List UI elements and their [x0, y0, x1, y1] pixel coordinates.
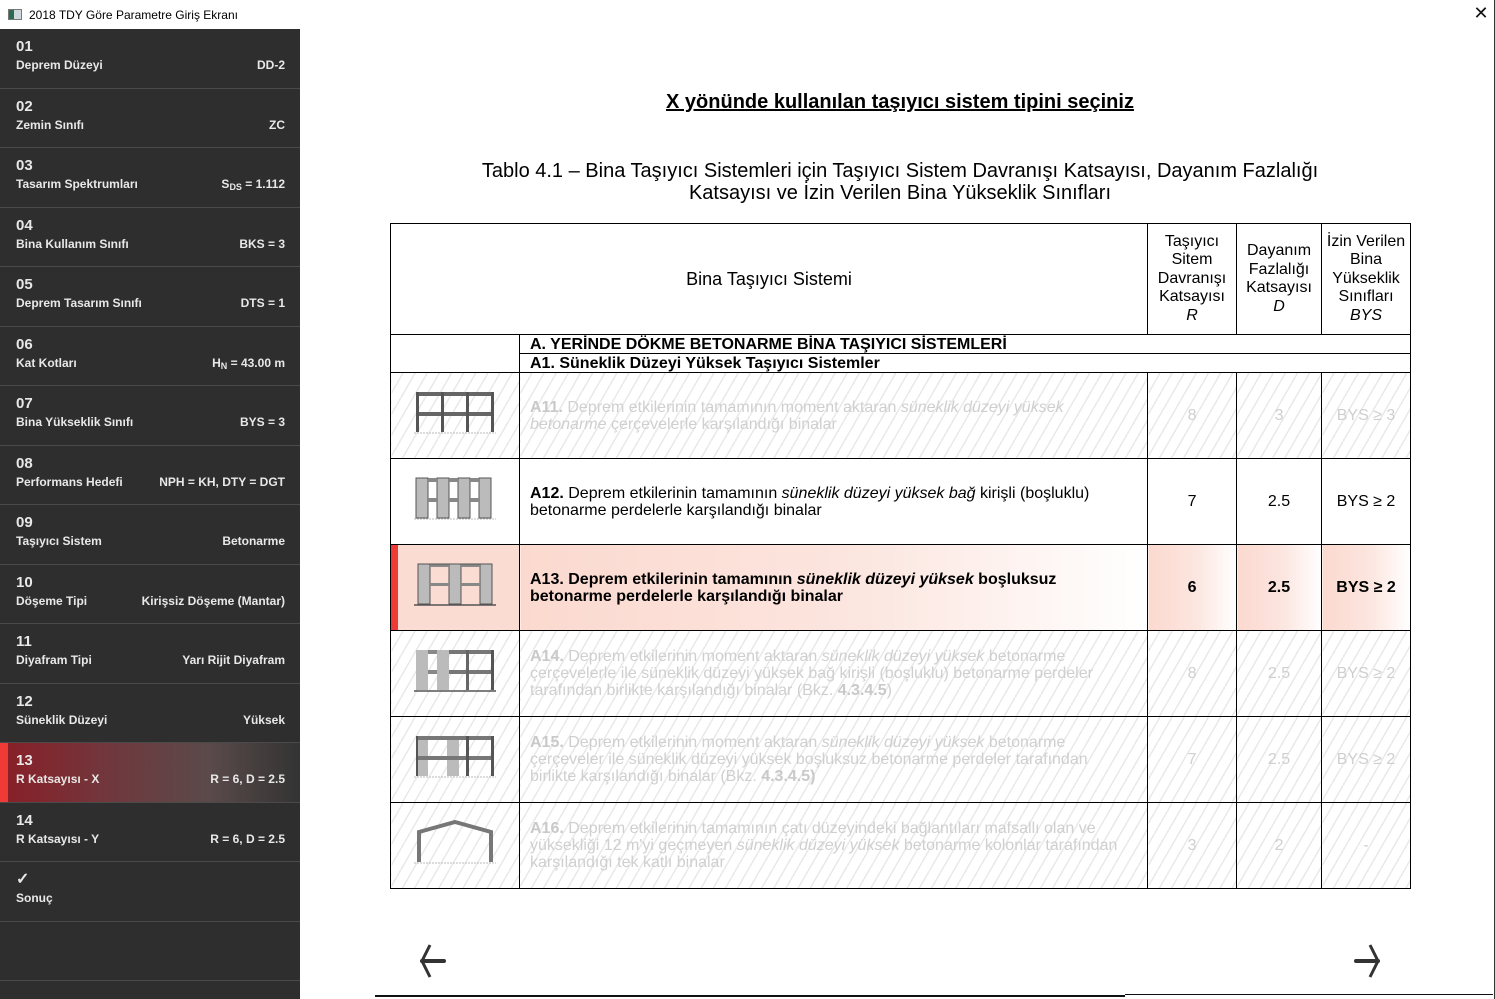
step-label: Deprem Düzeyi — [16, 58, 103, 72]
row-code: A16. — [530, 820, 564, 837]
row-text: Deprem etkilerinin tamamının çatı düzeyindeki bağlantıları mafsallı olan ve yüksekliği 12 m'yi geçmeyen — [530, 820, 1096, 854]
step-number: 04 — [16, 216, 33, 234]
table-header-row — [391, 224, 1411, 335]
step-sidebar — [0, 29, 300, 999]
row-d-value: 2 — [1237, 803, 1322, 889]
sidebar-step-07[interactable] — [0, 386, 300, 446]
page-heading: X yönünde kullanılan taşıyıcı sistem tipini seçiniz — [666, 91, 1134, 113]
header-r — [1148, 224, 1237, 335]
row-code: A12. — [530, 484, 564, 502]
row-d-value: 2.5 — [1237, 459, 1322, 545]
row-text: betonarme çerçevelerle ile süneklik düzeyi yüksek bağ kirişli (boşluklu) betonarme perdeler tarafından birlikte karşılandığı binalar (Bkz. — [530, 648, 1093, 699]
sidebar-step-14[interactable] — [0, 803, 300, 863]
subsection-title: A1. Süneklik Düzeyi Yüksek Taşıyıcı Sistemler — [520, 354, 1411, 373]
sidebar-step-13-active[interactable] — [0, 743, 300, 803]
step-number: 11 — [16, 633, 32, 650]
close-icon[interactable]: ✕ — [1473, 3, 1489, 23]
row-text: ) — [886, 682, 892, 699]
row-text-italic: süneklik düzeyi yüksek — [821, 648, 985, 665]
step-label: Bina Yükseklik Sınıfı — [16, 415, 134, 429]
frame-coupled-wall-icon — [414, 648, 496, 694]
step-value: DTS = 1 — [240, 296, 285, 310]
header-bys — [1322, 224, 1411, 335]
step-label: Kat Kotları — [16, 355, 77, 370]
step-value: DD-2 — [256, 58, 285, 72]
main-content — [300, 29, 1494, 999]
step-value: ZC — [269, 117, 285, 132]
single-storey-portal-icon — [414, 820, 496, 866]
step-number: 09 — [16, 514, 33, 531]
step-label: Tasarım Spektrumları — [16, 177, 138, 191]
subsection-row — [391, 354, 1411, 373]
next-button[interactable] — [1332, 941, 1382, 981]
row-text: kirişli (boşluklu) betonarme perdelerle karşılandığı binalar — [530, 484, 1090, 519]
section-blank — [391, 335, 520, 373]
row-code: A14. — [530, 648, 564, 665]
bottom-divider — [375, 995, 1125, 997]
row-d-value: 3 — [1237, 373, 1322, 459]
step-value — [212, 356, 285, 373]
table-row-a12[interactable] — [391, 459, 1411, 545]
row-image-cell — [391, 717, 520, 803]
step-value: BKS = 3 — [239, 236, 285, 251]
checkmark-icon: ✓ — [16, 871, 30, 888]
row-r-value: 3 — [1148, 803, 1237, 889]
table-caption — [400, 160, 1400, 204]
sidebar-step-09[interactable] — [0, 505, 300, 565]
step-label: Döşeme Tipi — [16, 593, 88, 608]
row-bys-value: - — [1322, 803, 1411, 889]
step-value — [221, 177, 285, 194]
title-bar — [0, 0, 1495, 29]
row-text: betonarme çerçeveler ile süneklik düzeyi yüksek boşluksuz betonarme perdeler tarafından birlikte karşılandığı binalar (Bkz. — [530, 734, 1088, 785]
row-reference: 4.3.4.5 — [837, 682, 887, 699]
row-description — [520, 717, 1148, 803]
value-number: = 1.112 — [241, 177, 285, 191]
row-r-value: 8 — [1148, 631, 1237, 717]
table-row-a13-selected[interactable] — [391, 545, 1411, 631]
step-label: Deprem Tasarım Sınıfı — [16, 296, 142, 310]
sidebar-step-03[interactable] — [0, 148, 300, 208]
sidebar-step-04[interactable] — [0, 208, 300, 268]
sidebar-step-05[interactable] — [0, 267, 300, 327]
step-label: Sonuç — [16, 891, 53, 905]
step-value: BYS = 3 — [239, 415, 285, 429]
row-text: Deprem etkilerinin moment aktaran — [563, 734, 822, 751]
header-r-label: Taşıyıcı Sitem Davranışı Katsayısı — [1157, 232, 1227, 306]
step-number: 12 — [16, 692, 33, 710]
row-text-italic: süneklik düzeyi yüksek betonarme — [530, 398, 1064, 433]
row-d-value: 2.5 — [1237, 717, 1322, 803]
row-text: Deprem etkilerinin tamamının — [563, 570, 797, 588]
window-title: 2018 TDY Göre Parametre Giriş Ekranı — [29, 7, 238, 22]
row-text: Deprem etkilerinin tamamının — [563, 484, 782, 502]
row-text-italic: süneklik düzeyi yüksek bağ — [781, 484, 976, 502]
sidebar-step-01[interactable] — [0, 29, 300, 89]
row-code: A13. — [530, 570, 564, 588]
step-value: Yarı Rijit Diyafram — [182, 653, 285, 667]
section-row — [391, 335, 1411, 354]
system-table — [390, 223, 1411, 889]
step-value: NPH = KH, DTY = DGT — [159, 474, 285, 489]
row-text-italic: süneklik düzeyi yüksek — [736, 837, 900, 854]
coupled-wall-icon — [414, 476, 496, 522]
row-image-cell — [391, 803, 520, 889]
row-text: çerçevelerle karşılandığı binalar — [606, 415, 837, 433]
caption-line-1: Tablo 4.1 – Bina Taşıyıcı Sistemleri için Taşıyıcı Sistem Davranışı Katsayısı, Dayanım Fazlalığı — [481, 160, 1319, 182]
step-label: Bina Kullanım Sınıfı — [16, 236, 129, 251]
row-r-value: 6 — [1148, 545, 1237, 631]
step-value: Betonarme — [222, 534, 285, 548]
step-value: Yüksek — [242, 712, 285, 727]
row-description — [520, 803, 1148, 889]
value-symbol: H — [212, 355, 221, 370]
row-bys-value: BYS ≥ 2 — [1322, 631, 1411, 717]
bottom-divider — [1125, 994, 1493, 995]
row-code: A15. — [530, 734, 564, 751]
row-bys-value: BYS ≥ 2 — [1322, 717, 1411, 803]
step-value: Kirişsiz Döşeme (Mantar) — [141, 593, 285, 608]
row-d-value: 2.5 — [1237, 631, 1322, 717]
row-text: betonarme kolonlar tarafından karşılandığı tek katlı binalar — [530, 837, 1118, 871]
value-subscript: DS — [229, 182, 242, 192]
step-value: R = 6, D = 2.5 — [210, 831, 285, 846]
row-r-value: 7 — [1148, 717, 1237, 803]
row-text-italic: süneklik düzeyi yüksek — [796, 570, 974, 588]
row-description — [520, 545, 1148, 631]
step-label: Performans Hedefi — [16, 474, 123, 489]
step-number: 10 — [16, 573, 33, 591]
row-code: A11. — [530, 398, 563, 416]
step-number: 08 — [16, 454, 33, 472]
row-bys-value: BYS ≥ 2 — [1322, 545, 1411, 631]
row-reference: 4.3.4.5) — [761, 768, 816, 785]
header-system: Bina Taşıyıcı Sistemi — [391, 224, 1148, 335]
row-description — [520, 459, 1148, 545]
header-d — [1237, 224, 1322, 335]
step-number: 06 — [16, 335, 33, 353]
previous-button[interactable] — [418, 941, 468, 981]
row-image-cell — [391, 373, 520, 459]
step-number: 13 — [16, 752, 33, 769]
row-text-italic: süneklik düzeyi yüksek — [821, 734, 985, 751]
row-image-cell — [391, 459, 520, 545]
row-r-value: 7 — [1148, 459, 1237, 545]
table-row-a14 — [391, 631, 1411, 717]
sidebar-step-result[interactable] — [0, 862, 300, 922]
sidebar-step-12[interactable] — [0, 684, 300, 744]
solid-wall-icon — [414, 562, 496, 608]
sidebar-step-02[interactable] — [0, 89, 300, 149]
step-number: 03 — [16, 157, 33, 174]
arrow-left-icon — [418, 941, 468, 981]
step-label: R Katsayısı - Y — [16, 831, 100, 846]
row-text: boşluksuz betonarme perdelerle karşılandığı binalar — [530, 570, 1057, 605]
step-number: 02 — [16, 97, 33, 115]
step-label: Zemin Sınıfı — [16, 117, 85, 132]
header-bys-label: İzin Verilen Bina Yükseklik Sınıfları — [1326, 232, 1406, 306]
table-row-a16 — [391, 803, 1411, 889]
row-d-value: 2.5 — [1237, 545, 1322, 631]
value-subscript: N — [220, 360, 228, 371]
value-number: = 43.00 m — [227, 355, 285, 370]
row-text: Deprem etkilerinin tamamının moment aktaran — [562, 398, 901, 416]
row-text: Deprem etkilerinin moment aktaran — [563, 648, 822, 665]
header-d-label: Dayanım Fazlalığı Katsayısı — [1246, 242, 1312, 296]
caption-line-2: Katsayısı ve İzin Verilen Bina Yükseklik Sınıfları — [688, 182, 1112, 204]
app-icon — [8, 9, 22, 20]
step-label: Diyafram Tipi — [16, 653, 92, 667]
header-bys-symbol: BYS — [1350, 306, 1383, 324]
value-symbol: S — [221, 177, 230, 191]
table-row-a11 — [391, 373, 1411, 459]
moment-frame-icon — [414, 390, 496, 436]
step-label: Taşıyıcı Sistem — [16, 534, 102, 548]
sidebar-empty-slot — [0, 922, 300, 982]
table-row-a15 — [391, 717, 1411, 803]
row-image-cell — [391, 545, 520, 631]
step-number: 05 — [16, 276, 33, 293]
step-number: 14 — [16, 811, 33, 829]
sidebar-step-08[interactable] — [0, 446, 300, 506]
step-label: R Katsayısı - X — [16, 772, 100, 786]
arrow-right-icon — [1332, 941, 1382, 981]
step-number: 07 — [16, 395, 33, 412]
row-bys-value: BYS ≥ 3 — [1322, 373, 1411, 459]
section-title: A. YERİNDE DÖKME BETONARME BİNA TAŞIYICI SİSTEMLERİ — [520, 335, 1411, 354]
sidebar-step-10[interactable] — [0, 565, 300, 625]
step-number: 01 — [16, 38, 33, 55]
frame-solid-wall-icon — [414, 734, 496, 780]
step-label: Süneklik Düzeyi — [16, 712, 108, 727]
row-description — [520, 373, 1148, 459]
sidebar-step-11[interactable] — [0, 624, 300, 684]
header-r-symbol: R — [1186, 306, 1198, 324]
row-bys-value: BYS ≥ 2 — [1322, 459, 1411, 545]
sidebar-step-06[interactable] — [0, 327, 300, 387]
row-description — [520, 631, 1148, 717]
step-value: R = 6, D = 2.5 — [210, 772, 285, 786]
header-d-symbol: D — [1273, 297, 1285, 315]
row-r-value: 8 — [1148, 373, 1237, 459]
row-image-cell — [391, 631, 520, 717]
